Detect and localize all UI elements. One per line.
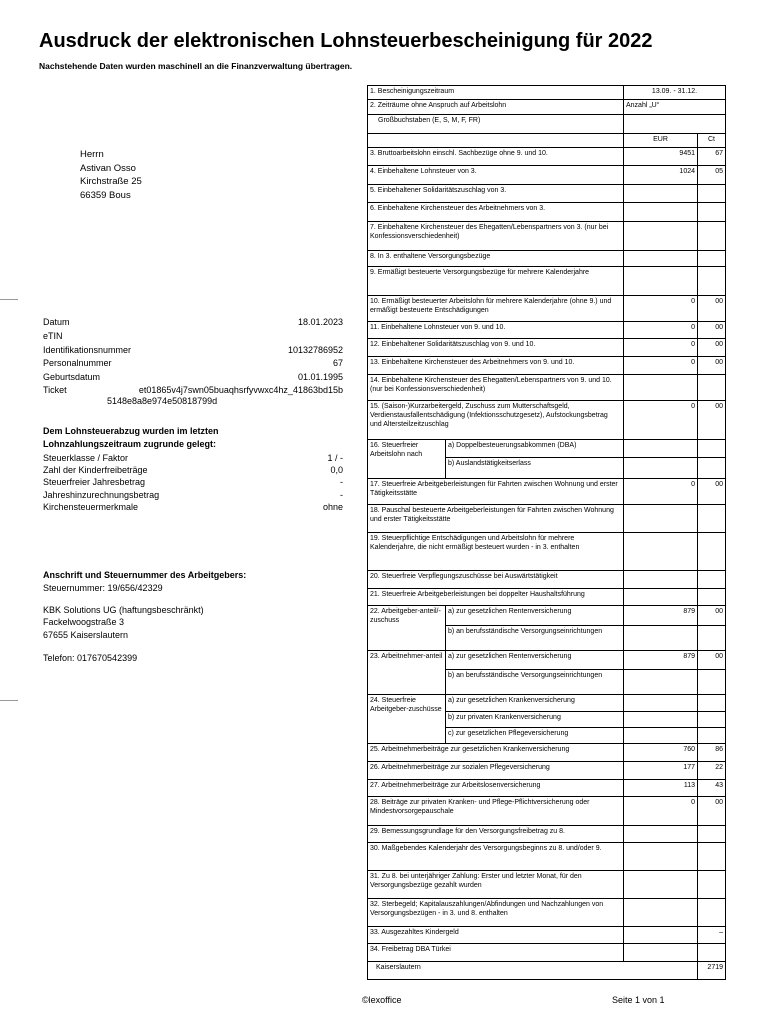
row-eur: 879 <box>624 606 698 626</box>
table-row <box>368 374 726 401</box>
lohnsteuer-row-value: - <box>340 489 343 500</box>
table-row <box>368 100 726 114</box>
row-ct: 22 <box>698 762 726 780</box>
info-block <box>43 316 343 408</box>
row-eur: 113 <box>624 779 698 797</box>
table-row <box>368 166 726 185</box>
row-label: 17. Steuerfreie Arbeitgeberleistungen für Fahrten zwischen Wohnung und erster Tätigkeitsstätte <box>368 478 624 505</box>
footer-page-number: Seite 1 von 1 <box>612 995 665 1005</box>
row-label: 18. Pauschal besteuerte Arbeitgeberleistungen für Fahrten zwischen Wohnung und erster Tätigkeitsstätte <box>368 505 624 533</box>
info-datum-label: Datum <box>43 317 70 327</box>
lohnsteuer-row-label: Kirchensteuermerkmale <box>43 501 139 512</box>
row-label: 31. Zu 8. bei unterjähriger Zahlung: Erster und letzter Monat, für den Versorgungsbezüge gezahlt wurden <box>368 871 624 899</box>
row-label: 19. Steuerpflichtige Entschädigungen und Arbeitslohn für mehrere Kalenderjahre, die nicht ermäßigt besteuert wurden - in 3. enthalten <box>368 533 624 571</box>
lohnsteuer-row <box>43 464 343 476</box>
row-sub-b: b) Auslandstätigkeitserlass <box>446 458 624 479</box>
row-label: 27. Arbeitnehmerbeiträge zur Arbeitslosenversicherung <box>368 779 624 797</box>
row-label: 28. Beiträge zur privaten Kranken- und Pflege-Pflichtversicherung oder Mindestvorsorgepauschale <box>368 797 624 826</box>
employer-block <box>43 569 343 665</box>
row-value <box>624 114 726 134</box>
table-row <box>368 321 726 339</box>
lohnsteuer-row <box>43 476 343 488</box>
row-sub-a: a) zur gesetzlichen Rentenversicherung <box>446 606 624 626</box>
info-geb-value: 01.01.1995 <box>297 372 343 383</box>
table-row <box>368 184 726 203</box>
lohnsteuer-heading-2: Lohnzahlungszeitraum zugrunde gelegt: <box>43 439 216 449</box>
row-label: 2. Zeiträume ohne Anspruch auf Arbeitslohn <box>368 100 624 114</box>
recipient-street: Kirchstraße 25 <box>80 176 142 187</box>
lohnsteuer-row-label: Jahreshinzurechnungsbetrag <box>43 489 160 500</box>
table-row <box>368 571 726 589</box>
unit-ct: Ct <box>698 134 726 147</box>
recipient-city: 66359 Bous <box>80 189 131 201</box>
info-persnr-value: 67 <box>332 358 343 369</box>
row-label: 5. Einbehaltener Solidaritätszuschlag von 3. <box>368 184 624 203</box>
page-subtitle: Nachstehende Daten wurden maschinell an die Finanzverwaltung übertragen. <box>39 61 353 71</box>
fold-mark-top <box>0 299 18 300</box>
info-idnr <box>43 344 343 358</box>
row-sub-a: a) zur gesetzlichen Rentenversicherung <box>446 650 624 670</box>
table-row <box>368 339 726 357</box>
table-row <box>368 797 726 826</box>
recipient-salutation: Herrn <box>80 149 104 160</box>
table-row <box>368 926 726 944</box>
row-ct: 67 <box>698 147 726 166</box>
table-row <box>368 134 726 147</box>
table-row <box>368 222 726 251</box>
table-row <box>368 899 726 927</box>
row-label: 23. Arbeitnehmer-anteil <box>368 650 446 694</box>
row-eur: 1024 <box>624 166 698 185</box>
row-eur: 0 <box>624 296 698 322</box>
employer-heading: Anschrift und Steuernummer des Arbeitgebers: <box>43 570 247 580</box>
row-label: 13. Einbehaltene Kirchensteuer des Arbeitnehmers von 9. und 10. <box>368 357 624 375</box>
finanzamt-place: Kaiserslautern <box>368 961 698 979</box>
info-persnr <box>43 357 343 371</box>
table-row <box>368 843 726 871</box>
lohnsteuer-table <box>367 85 726 980</box>
ticket-line-1: et01865v4j7swn05buaqhsrfyvwxc4hz_41863bd15b <box>138 384 343 395</box>
table-row <box>368 606 726 626</box>
row-ct: 00 <box>698 478 726 505</box>
lohnsteuer-row <box>43 489 343 501</box>
row-label: 3. Bruttoarbeitslohn einschl. Sachbezüge ohne 9. und 10. <box>368 147 624 166</box>
info-ticket-value <box>107 385 343 408</box>
lohnsteuer-row-value: ohne <box>322 501 343 512</box>
row-sub-b: b) an berufsständische Versorgungseinrichtungen <box>446 625 624 650</box>
lohnsteuer-row-label: Zahl der Kinderfreibeträge <box>43 465 148 476</box>
row-sub-b: b) zur privaten Krankenversicherung <box>446 711 624 727</box>
row-label: 33. Ausgezahltes Kindergeld <box>368 926 624 944</box>
row-label: 7. Einbehaltene Kirchensteuer des Ehegatten/Lebenspartners von 3. (nur bei Konfessionsverschiedenheit) <box>368 222 624 251</box>
table-row <box>368 267 726 296</box>
row-label: 24. Steuerfreie Arbeitgeber-zuschüsse <box>368 695 446 744</box>
info-ticket <box>43 385 343 408</box>
info-datum-value: 18.01.2023 <box>297 317 343 327</box>
row-label: 15. (Saison-)Kurzarbeitergeld, Zuschuss zum Mutterschaftsgeld, Verdienstausfallentschädigung (Infektionsschutzgesetz), Aufstockungsbetrag und Altersteilzeitzuschlag <box>368 401 624 440</box>
row-ct: 00 <box>698 797 726 826</box>
row-ct: 00 <box>698 321 726 339</box>
row-ct: 43 <box>698 779 726 797</box>
table-row <box>368 401 726 440</box>
row-ct: 00 <box>698 339 726 357</box>
info-etin <box>43 330 343 344</box>
row-label: Großbuchstaben (E, S, M, F, FR) <box>368 114 624 134</box>
lohnsteuer-row-value: - <box>340 477 343 488</box>
table-row-finanzamt <box>368 961 726 979</box>
lohnsteuer-row <box>43 452 343 464</box>
lohnsteuer-row-label: Steuerklasse / Faktor <box>43 453 129 463</box>
row-eur: 879 <box>624 650 698 670</box>
row-ct: 00 <box>698 606 726 626</box>
row-label: 1. Bescheinigungszeitraum <box>368 86 624 100</box>
info-geb-label: Geburtsdatum <box>43 372 101 383</box>
row-eur: 760 <box>624 744 698 762</box>
row-label: 20. Steuerfreie Verpflegungszuschüsse bei Auswärtstätigkeit <box>368 571 624 589</box>
row-ct: 00 <box>698 357 726 375</box>
ticket-line-2: 5148e8a8e974e50818799d <box>107 396 218 407</box>
table-row <box>368 147 726 166</box>
table-row <box>368 695 726 711</box>
table-row <box>368 825 726 843</box>
row-eur: 177 <box>624 762 698 780</box>
table-row <box>368 114 726 134</box>
row-eur: 0 <box>624 401 698 440</box>
table-row <box>368 533 726 571</box>
recipient-address <box>80 148 142 202</box>
table-row <box>368 296 726 322</box>
table-row <box>368 744 726 762</box>
table-row <box>368 762 726 780</box>
table-row <box>368 86 726 100</box>
table-row <box>368 478 726 505</box>
row-ct: 05 <box>698 166 726 185</box>
row-sub-c: c) zur gesetzlichen Pflegeversicherung <box>446 728 624 744</box>
row-label: 29. Bemessungsgrundlage für den Versorgungsfreibetrag zu 8. <box>368 825 624 843</box>
row-label: 4. Einbehaltene Lohnsteuer von 3. <box>368 166 624 185</box>
row-eur: 0 <box>624 357 698 375</box>
row-label: 8. In 3. enthaltene Versorgungsbezüge <box>368 250 624 266</box>
info-datum <box>43 316 343 330</box>
row-ct: 00 <box>698 650 726 670</box>
row-label: 6. Einbehaltene Kirchensteuer des Arbeitnehmers von 3. <box>368 203 624 222</box>
footer-copyright: ©lexoffice <box>362 995 402 1005</box>
row-label: 30. Maßgebendes Kalenderjahr des Versorgungsbeginns zu 8. und/oder 9. <box>368 843 624 871</box>
row-ct: – <box>698 926 726 944</box>
table-row <box>368 779 726 797</box>
lohnsteuer-row-value: 1 / - <box>327 453 343 463</box>
row-eur: 0 <box>624 797 698 826</box>
table-row <box>368 871 726 899</box>
row-label: 11. Einbehaltene Lohnsteuer von 9. und 10. <box>368 321 624 339</box>
info-ticket-label: Ticket <box>43 384 67 395</box>
row-sub-b: b) an berufsständische Versorgungseinrichtungen <box>446 670 624 695</box>
row-eur: 9451 <box>624 147 698 166</box>
recipient-name: Astivan Osso <box>80 162 136 174</box>
row-label: 12. Einbehaltener Solidaritätszuschlag von 9. und 10. <box>368 339 624 357</box>
table-row <box>368 944 726 962</box>
table-row <box>368 588 726 606</box>
row-label <box>368 134 624 147</box>
table-row <box>368 250 726 266</box>
row-label: 32. Sterbegeld; Kapitalauszahlungen/Abfindungen und Nachzahlungen von Versorgungsbezügen - in 3. und 8. enthalten <box>368 899 624 927</box>
finanzamt-number: 2719 <box>698 961 726 979</box>
lohnsteuer-row <box>43 501 343 513</box>
row-ct: 00 <box>698 401 726 440</box>
row-label: 10. Ermäßigt besteuerter Arbeitslohn für mehrere Kalenderjahre (ohne 9.) und ermäßigt besteuerte Entschädigungen <box>368 296 624 322</box>
row-label: 21. Steuerfreie Arbeitgeberleistungen bei doppelter Haushaltsführung <box>368 588 624 606</box>
row-ct: 00 <box>698 296 726 322</box>
table-row <box>368 357 726 375</box>
unit-eur: EUR <box>624 134 698 147</box>
lohnsteuer-row-value: 0,0 <box>330 465 343 476</box>
lohnsteuer-heading-1: Dem Lohnsteuerabzug wurden im letzten <box>43 426 219 436</box>
lohnsteuer-row-label: Steuerfreier Jahresbetrag <box>43 477 146 488</box>
row-label: 16. Steuerfreier Arbeitslohn nach <box>368 440 446 478</box>
row-ct: 86 <box>698 744 726 762</box>
row-label: 26. Arbeitnehmerbeiträge zur sozialen Pflegeversicherung <box>368 762 624 780</box>
table-row <box>368 203 726 222</box>
row-value: 13.09. - 31.12. <box>624 86 726 100</box>
lohnsteuer-block <box>43 425 343 513</box>
row-eur: 0 <box>624 478 698 505</box>
info-etin-label: eTIN <box>43 330 63 341</box>
table-row <box>368 440 726 458</box>
employer-city: 67655 Kaiserslautern <box>43 629 129 640</box>
row-eur: 0 <box>624 321 698 339</box>
info-idnr-label: Identifikationsnummer <box>43 344 132 355</box>
table-row <box>368 650 726 670</box>
page-title: Ausdruck der elektronischen Lohnsteuerbescheinigung für 2022 <box>39 30 653 52</box>
info-geb <box>43 371 343 385</box>
row-label: 14. Einbehaltene Kirchensteuer des Ehegatten/Lebenspartners von 9. und 10. (nur bei Konfessionsverschiedenheit) <box>368 374 624 401</box>
employer-name: KBK Solutions UG (haftungsbeschränkt) <box>43 604 204 615</box>
table-row <box>368 505 726 533</box>
row-label: 34. Freibetrag DBA Türkei <box>368 944 624 962</box>
row-sub-a: a) zur gesetzlichen Krankenversicherung <box>446 695 624 711</box>
row-label: 25. Arbeitnehmerbeiträge zur gesetzlichen Krankenversicherung <box>368 744 624 762</box>
info-idnr-value: 10132786952 <box>287 344 343 355</box>
row-value: Anzahl „U“ <box>624 100 726 114</box>
row-eur: 0 <box>624 339 698 357</box>
row-label: 22. Arbeitgeber-anteil/-zuschuss <box>368 606 446 650</box>
employer-street: Fackelwoogstraße 3 <box>43 617 125 628</box>
row-label: 9. Ermäßigt besteuerte Versorgungsbezüge für mehrere Kalenderjahre <box>368 267 624 296</box>
employer-steuernummer: Steuernummer: 19/656/42329 <box>43 583 163 593</box>
employer-phone: Telefon: 017670542399 <box>43 653 138 664</box>
row-sub-a: a) Doppelbesteuerungsabkommen (DBA) <box>446 440 624 458</box>
fold-mark-bottom <box>0 700 18 701</box>
info-persnr-label: Personalnummer <box>43 358 112 369</box>
